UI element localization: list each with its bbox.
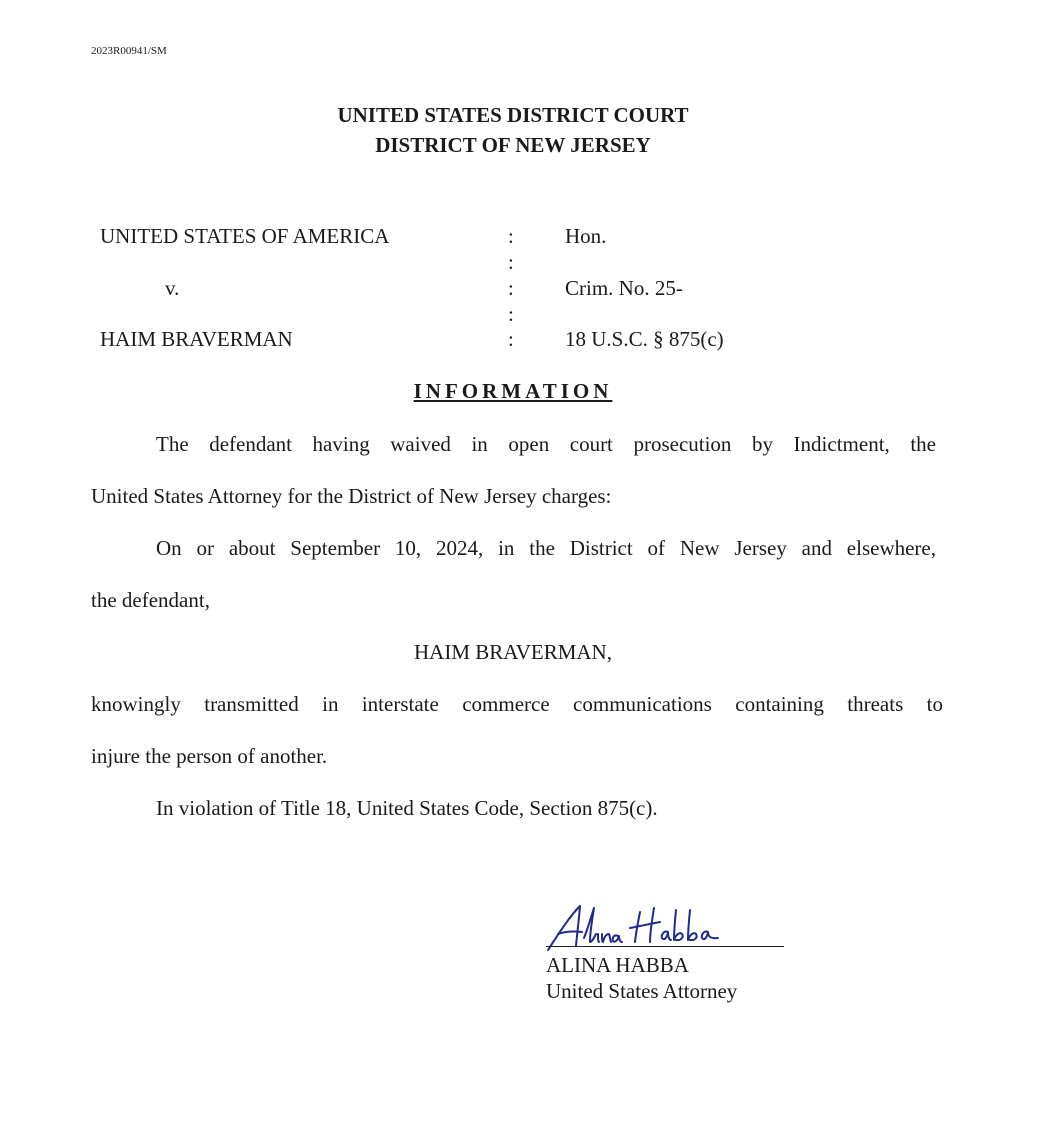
caption-colon: :	[508, 276, 514, 300]
signer-title: United States Attorney	[546, 979, 738, 1003]
defendant-name: HAIM BRAVERMAN	[100, 327, 293, 351]
paragraph-1-line-2: United States Attorney for the District of New Jersey charges:	[91, 484, 612, 508]
paragraph-3-line-1: knowingly transmitted in interstate commerce communications containing threats to	[91, 692, 943, 716]
paragraph-3-line-2: injure the person of another.	[91, 744, 328, 768]
paragraph-2-line-2: the defendant,	[91, 588, 210, 612]
signature-line	[546, 946, 784, 947]
statute-citation: 18 U.S.C. § 875(c)	[565, 327, 724, 351]
paragraph-1-line-1: The defendant having waived in open court prosecution by Indictment, the	[156, 432, 936, 456]
document-title: INFORMATION	[413, 379, 613, 403]
violation-statement: In violation of Title 18, United States Code, Section 875(c).	[156, 796, 658, 820]
signer-name: ALINA HABBA	[546, 953, 689, 977]
caption-colon: :	[508, 250, 514, 274]
versus-label: v.	[165, 276, 180, 300]
document-id: 2023R00941/SM	[91, 45, 167, 57]
defendant-name-centered: HAIM BRAVERMAN,	[414, 640, 612, 664]
court-name: UNITED STATES DISTRICT COURT	[337, 103, 689, 127]
court-district: DISTRICT OF NEW JERSEY	[375, 133, 651, 157]
caption-colon: :	[508, 302, 514, 326]
caption-colon: :	[508, 224, 514, 248]
paragraph-2-line-1: On or about September 10, 2024, in the District of New Jersey and elsewhere,	[156, 536, 936, 560]
case-number: Crim. No. 25-	[565, 276, 683, 300]
judge-label: Hon.	[565, 224, 607, 248]
caption-colon: :	[508, 327, 514, 351]
handwritten-signature	[546, 898, 746, 952]
plaintiff-name: UNITED STATES OF AMERICA	[100, 224, 390, 248]
